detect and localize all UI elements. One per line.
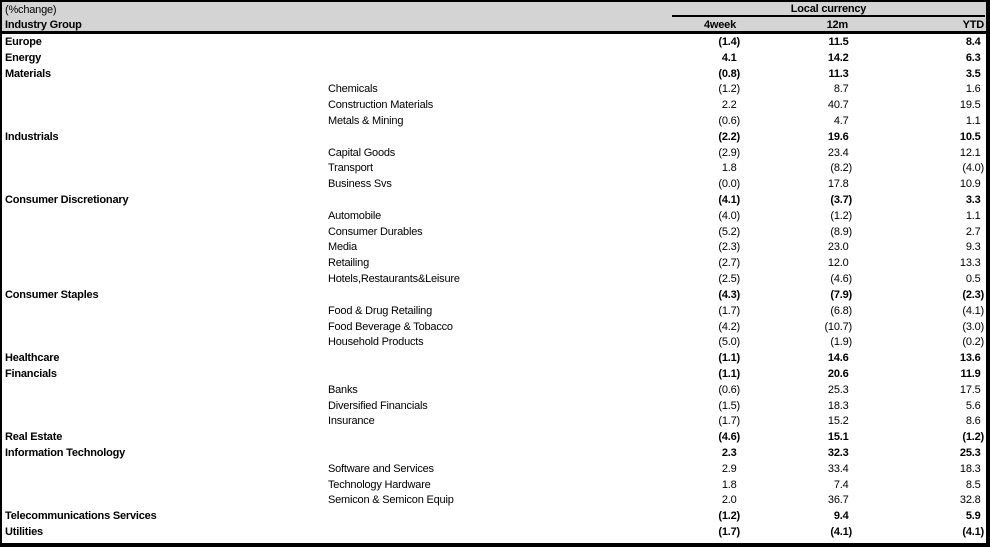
table-row xyxy=(2,429,986,445)
value-12m: (10.7) xyxy=(824,320,852,333)
value-4week: (1.2) xyxy=(718,83,740,96)
value-4week: 2.3 xyxy=(721,447,737,460)
table-row xyxy=(2,287,986,303)
value-12m: 11.3 xyxy=(828,67,849,80)
value-ytd: (0.2) xyxy=(962,336,984,349)
table-row xyxy=(2,319,986,335)
table-row xyxy=(2,350,986,366)
value-ytd: 0.5 xyxy=(965,273,981,286)
table-row xyxy=(2,145,986,161)
value-4week: 2.9 xyxy=(721,462,737,475)
value-ytd: 5.9 xyxy=(965,510,981,523)
value-12m: 8.7 xyxy=(833,83,849,96)
table-row xyxy=(2,382,986,398)
industry-subgroup-label: Transport xyxy=(328,162,373,175)
value-4week: 1.8 xyxy=(721,478,737,491)
value-12m: 12.0 xyxy=(827,257,849,270)
value-ytd: 13.3 xyxy=(959,257,981,270)
industry-subgroup-label: Automobile xyxy=(328,209,382,222)
value-4week: (0.0) xyxy=(718,178,740,191)
table-row xyxy=(2,493,986,509)
value-4week: (4.0) xyxy=(718,209,740,222)
value-4week: (5.0) xyxy=(718,336,740,349)
value-4week: 1.8 xyxy=(721,162,737,175)
table-row xyxy=(2,334,986,350)
industry-group-label: Consumer Staples xyxy=(5,288,99,301)
value-4week: (2.9) xyxy=(718,146,740,159)
value-ytd: 5.6 xyxy=(965,399,981,412)
value-4week: (2.5) xyxy=(718,273,740,286)
industry-subgroup-label: Hotels,Restaurants&Leisure xyxy=(328,273,460,286)
industry-subgroup-label: Banks xyxy=(328,383,358,396)
industry-group-column-header: Industry Group xyxy=(5,19,82,31)
industry-subgroup-label: Technology Hardware xyxy=(328,478,431,491)
table-row xyxy=(2,524,986,540)
value-4week: (4.2) xyxy=(718,320,740,333)
industry-group-label: Healthcare xyxy=(5,352,60,365)
value-12m: 33.4 xyxy=(827,462,849,475)
value-12m: 23.0 xyxy=(827,241,849,254)
value-12m: 7.4 xyxy=(833,478,849,491)
value-4week: (0.6) xyxy=(718,114,740,127)
industry-subgroup-label: Food Beverage & Tobacco xyxy=(328,320,453,333)
table-row xyxy=(2,477,986,493)
value-ytd: 19.5 xyxy=(959,99,981,112)
table-row xyxy=(2,224,986,240)
value-12m: 36.7 xyxy=(827,494,849,507)
value-ytd: (4.0) xyxy=(962,162,984,175)
value-ytd: 3.5 xyxy=(965,67,981,80)
table-row xyxy=(2,176,986,192)
industry-group-label: Information Technology xyxy=(5,447,126,460)
value-ytd: 1.1 xyxy=(965,209,981,222)
value-12m: (1.9) xyxy=(830,336,852,349)
industry-group-label: Financials xyxy=(5,367,57,380)
value-12m: 14.6 xyxy=(827,352,849,365)
value-12m: (7.9) xyxy=(830,288,852,301)
industry-subgroup-label: Semicon & Semicon Equip xyxy=(328,494,454,507)
value-ytd: 18.3 xyxy=(959,462,981,475)
industry-group-label: Utilities xyxy=(5,526,43,539)
industry-group-label: Industrials xyxy=(5,130,59,143)
value-4week: (4.1) xyxy=(718,194,740,207)
value-12m: 40.7 xyxy=(827,99,849,112)
value-ytd: 8.5 xyxy=(965,478,981,491)
local-currency-header: Local currency xyxy=(672,2,985,17)
industry-subgroup-label: Consumer Durables xyxy=(328,225,423,238)
industry-subgroup-label: Chemicals xyxy=(328,83,378,96)
industry-group-label: Europe xyxy=(5,35,42,48)
value-ytd: (3.0) xyxy=(962,320,984,333)
value-4week: 2.0 xyxy=(721,494,737,507)
table-row xyxy=(2,255,986,271)
value-12m: (1.2) xyxy=(830,209,852,222)
value-12m: (8.2) xyxy=(830,162,852,175)
value-4week: (1.1) xyxy=(718,352,740,365)
value-ytd: 8.6 xyxy=(965,415,981,428)
table-row xyxy=(2,50,986,66)
value-4week: (2.7) xyxy=(718,257,740,270)
value-4week: (1.5) xyxy=(718,399,740,412)
industry-group-label: Real Estate xyxy=(5,431,63,444)
value-4week: (2.2) xyxy=(718,130,740,143)
header-row-columns xyxy=(2,17,986,34)
table-row xyxy=(2,414,986,430)
value-4week: 2.2 xyxy=(721,99,737,112)
value-4week: 4.1 xyxy=(721,51,737,64)
value-4week: (5.2) xyxy=(718,225,740,238)
value-12m: 18.3 xyxy=(827,399,849,412)
table-row xyxy=(2,81,986,97)
value-4week: (0.8) xyxy=(718,67,740,80)
value-ytd: 17.5 xyxy=(959,383,981,396)
value-4week: (1.4) xyxy=(718,35,740,48)
value-ytd: 2.7 xyxy=(965,225,981,238)
table-row xyxy=(2,271,986,287)
table-row xyxy=(2,303,986,319)
value-ytd: 8.4 xyxy=(965,35,981,48)
table-body xyxy=(2,34,986,540)
column-header-ytd: YTD xyxy=(962,19,984,31)
value-ytd: 1.6 xyxy=(965,83,981,96)
value-12m: 25.3 xyxy=(827,383,849,396)
table-row xyxy=(2,129,986,145)
value-4week: (1.7) xyxy=(718,526,740,539)
value-ytd: 10.5 xyxy=(959,130,981,143)
table-row xyxy=(2,398,986,414)
value-12m: 32.3 xyxy=(827,447,849,460)
industry-group-label: Materials xyxy=(5,67,51,80)
value-ytd: (4.1) xyxy=(962,304,984,317)
value-4week: (1.1) xyxy=(718,367,740,380)
value-ytd: 11.9 xyxy=(960,367,981,380)
table-row xyxy=(2,240,986,256)
table-header xyxy=(2,2,986,34)
table-row xyxy=(2,461,986,477)
value-4week: (1.2) xyxy=(718,510,740,523)
value-4week: (0.6) xyxy=(718,383,740,396)
value-12m: (4.1) xyxy=(830,526,852,539)
industry-subgroup-label: Construction Materials xyxy=(328,99,434,112)
value-ytd: 10.9 xyxy=(959,178,981,191)
value-12m: 17.8 xyxy=(827,178,849,191)
value-ytd: 12.1 xyxy=(959,146,981,159)
table-row xyxy=(2,366,986,382)
industry-subgroup-label: Diversified Financials xyxy=(328,399,428,412)
value-ytd: (2.3) xyxy=(962,288,984,301)
table-row xyxy=(2,192,986,208)
value-12m: (8.9) xyxy=(830,225,852,238)
value-12m: 15.1 xyxy=(827,431,849,444)
value-ytd: 3.3 xyxy=(965,194,981,207)
value-12m: 15.2 xyxy=(827,415,849,428)
value-4week: (2.3) xyxy=(718,241,740,254)
value-12m: 23.4 xyxy=(827,146,849,159)
industry-subgroup-label: Food & Drug Retailing xyxy=(328,304,433,317)
value-ytd: 9.3 xyxy=(965,241,981,254)
value-12m: 9.4 xyxy=(833,510,849,523)
value-12m: 14.2 xyxy=(827,51,849,64)
industry-subgroup-label: Business Svs xyxy=(328,178,392,191)
industry-subgroup-label: Media xyxy=(328,241,357,254)
industry-subgroup-label: Retailing xyxy=(328,257,370,270)
table-row xyxy=(2,208,986,224)
value-12m: (4.6) xyxy=(830,273,852,286)
value-ytd: 1.1 xyxy=(965,114,981,127)
industry-group-label: Energy xyxy=(5,51,42,64)
column-header-12m: 12m xyxy=(826,19,848,31)
industry-group-label: Telecommunications Services xyxy=(5,510,157,523)
value-ytd: 13.6 xyxy=(959,352,981,365)
table-row xyxy=(2,34,986,50)
value-4week: (1.7) xyxy=(718,415,740,428)
table-row xyxy=(2,161,986,177)
column-header-4week: 4week xyxy=(703,19,736,31)
value-ytd: 25.3 xyxy=(959,447,981,460)
table-row xyxy=(2,508,986,524)
industry-group-label: Consumer Discretionary xyxy=(5,194,129,207)
value-ytd: (1.2) xyxy=(962,431,984,444)
percent-change-label: (%change) xyxy=(5,4,57,16)
value-12m: (3.7) xyxy=(830,194,852,207)
value-ytd: (4.1) xyxy=(962,526,984,539)
value-12m: 20.6 xyxy=(827,367,849,380)
table-row xyxy=(2,445,986,461)
table-row xyxy=(2,113,986,129)
value-4week: (4.3) xyxy=(718,288,740,301)
value-12m: (6.8) xyxy=(830,304,852,317)
value-ytd: 6.3 xyxy=(965,51,981,64)
value-4week: (1.7) xyxy=(718,304,740,317)
header-row-top xyxy=(2,2,986,17)
industry-subgroup-label: Metals & Mining xyxy=(328,114,404,127)
value-4week: (4.6) xyxy=(718,431,740,444)
value-12m: 19.6 xyxy=(827,130,849,143)
industry-subgroup-label: Household Products xyxy=(328,336,424,349)
industry-subgroup-label: Capital Goods xyxy=(328,146,396,159)
industry-subgroup-label: Software and Services xyxy=(328,462,434,475)
value-12m: 11.5 xyxy=(828,35,849,48)
industry-subgroup-label: Insurance xyxy=(328,415,375,428)
table-row xyxy=(2,66,986,82)
value-12m: 4.7 xyxy=(833,114,849,127)
table-row xyxy=(2,97,986,113)
value-ytd: 32.8 xyxy=(959,494,981,507)
